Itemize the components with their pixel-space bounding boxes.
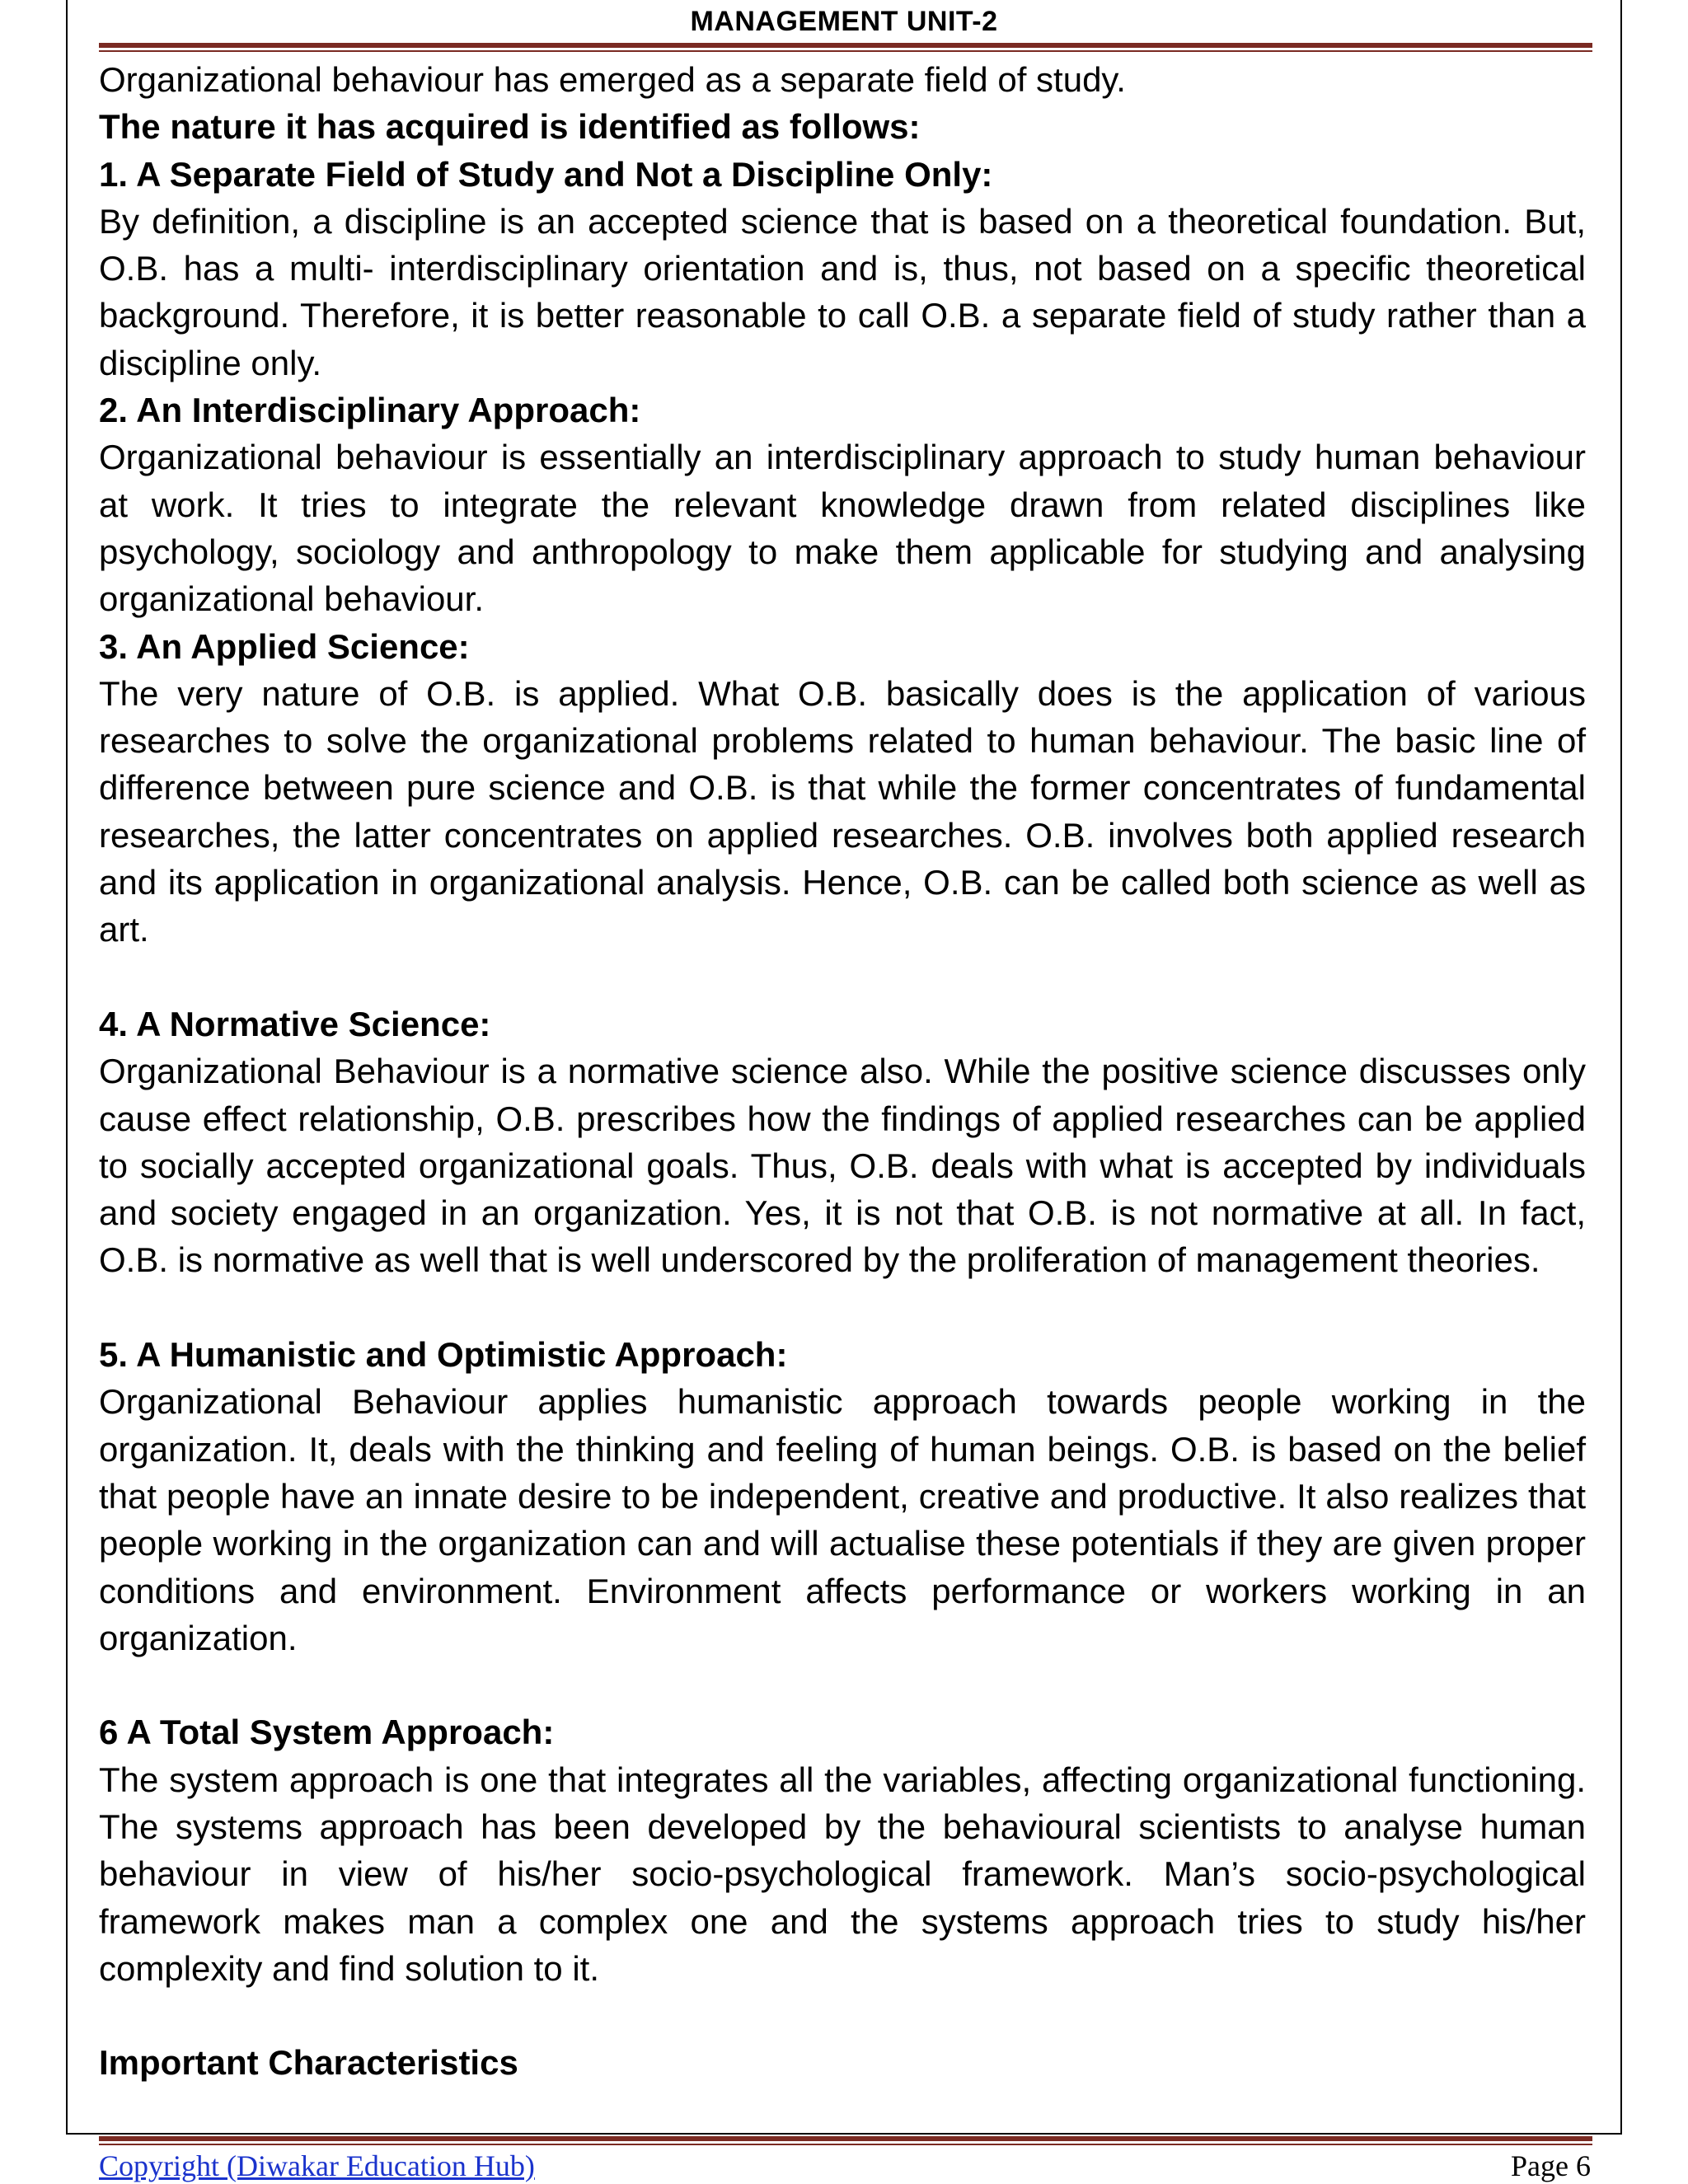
section-1-body: By definition, a discipline is an accepted science that is based on a theoretical foundation. But, O.B. has a multi- interdisciplinary orientation and is, thus, not based on a specific theoretical background. Therefore, it is better reasonable to call O.B. a separate field of study rather than a discipline only. xyxy=(99,201,1586,382)
paragraph-gap xyxy=(99,1661,1586,1708)
footer-rule-thin xyxy=(99,2144,1592,2145)
intro-paragraph: Organizational behaviour has emerged as a separate field of study. xyxy=(99,60,1126,99)
document-body xyxy=(99,56,1586,2087)
section-3-heading: 3. An Applied Science: xyxy=(99,626,470,666)
header-rule-thick xyxy=(99,43,1592,48)
section-5-body: Organizational Behaviour applies humanistic approach towards people working in the organization. It, deals with the thinking and feeling of human beings. O.B. is based on the belief that people have an innate desire to be independent, creative and productive. It also realizes that people working in the organization can and will actualise these potentials if they are given proper conditions and environment. Environment affects performance or workers working in an organization. xyxy=(99,1382,1586,1657)
closing-heading: Important Characteristics xyxy=(99,2043,518,2083)
nature-heading: The nature it has acquired is identified as follows: xyxy=(99,107,921,147)
section-2-body: Organizational behaviour is essentially an interdisciplinary approach to study human behaviour at work. It tries to integrate the relevant knowledge drawn from related disciplines like psychology, sociology and anthropology to make them applicable for studying and analysing organizational behaviour. xyxy=(99,438,1586,619)
section-6-body: The system approach is one that integrates all the variables, affecting organizational functioning. The systems approach has been developed by the behavioural scientists to analyse human behaviour in view of his/her socio-psychological framework. Man’s socio-psychological framework makes man a complex one and the systems approach tries to study his/her complexity and find solution to it. xyxy=(99,1760,1586,1988)
copyright-link[interactable]: Copyright (Diwakar Education Hub) xyxy=(99,2149,535,2182)
paragraph-gap xyxy=(99,1284,1586,1331)
paragraph-gap xyxy=(99,954,1586,1001)
section-4-body: Organizational Behaviour is a normative science also. While the positive science discusses only cause effect relationship, O.B. prescribes how the findings of applied researches can be applied to socially accepted organizational goals. Thus, O.B. deals with what is accepted by individuals and society engaged in an organization. Yes, it is not that O.B. is not normative at all. In fact, O.B. is normative as well that is well underscored by the proliferation of management theories. xyxy=(99,1052,1586,1280)
section-1-heading: 1. A Separate Field of Study and Not a Discipline Only: xyxy=(99,154,993,194)
section-3-body: The very nature of O.B. is applied. What O.B. basically does is the application of various researches to solve the organizational problems related to human behaviour. The basic line of difference between pure science and O.B. is that while the former concentrates of fundamental researches, the latter concentrates on applied researches. O.B. involves both applied research and its application in organizational analysis. Hence, O.B. can be called both science as well as art. xyxy=(99,673,1586,949)
section-6-heading: 6 A Total System Approach: xyxy=(99,1713,555,1752)
footer-rule-thick xyxy=(99,2136,1592,2141)
paragraph-gap xyxy=(99,1992,1586,2039)
section-5-heading: 5. A Humanistic and Optimistic Approach: xyxy=(99,1335,788,1375)
section-2-heading: 2. An Interdisciplinary Approach: xyxy=(99,391,641,430)
page-header-title: MANAGEMENT UNIT-2 xyxy=(690,6,998,37)
header-rule-thin xyxy=(99,50,1592,52)
section-4-heading: 4. A Normative Science: xyxy=(99,1004,491,1043)
page-number: Page 6 xyxy=(1511,2149,1591,2182)
